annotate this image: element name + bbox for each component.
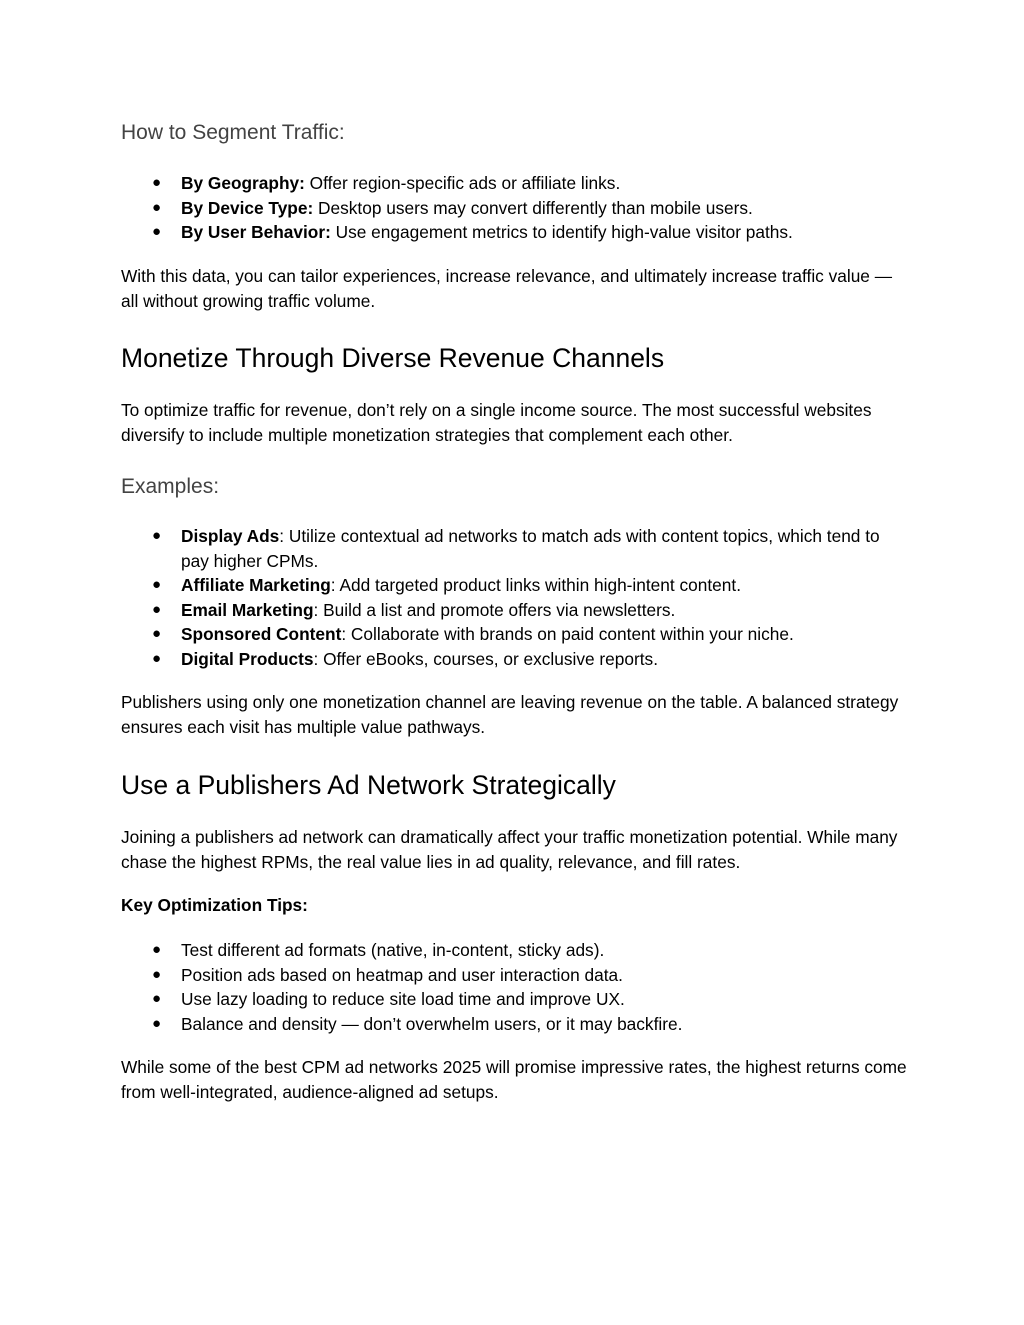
item-text: Position ads based on heatmap and user interaction data. — [181, 964, 623, 985]
segment-closing: With this data, you can tailor experiences, increase relevance, and ultimately increase traffic value — all without growing traffic volume. — [121, 266, 892, 311]
item-text: Balance and density — don’t overwhelm users, or it may backfire. — [181, 1013, 683, 1034]
monetize-closing: Publishers using only one monetization channel are leaving revenue on the table. A balanced strategy ensures each visit has multiple value pathways. — [121, 692, 899, 737]
bullet-icon: ● — [152, 1014, 162, 1032]
item-text: : Add targeted product links within high-intent content. — [330, 575, 741, 595]
monetize-intro: To optimize traffic for revenue, don’t rely on a single income source. The most successful websites diversify to include multiple monetization strategies that complement each other. — [121, 400, 872, 445]
item-label: Email Marketing — [181, 599, 314, 620]
item-text: Use engagement metrics to identify high-value visitor paths. — [330, 222, 793, 242]
bullet-icon: ● — [152, 990, 162, 1007]
bullet-icon: ● — [152, 174, 162, 191]
list-item — [121, 524, 881, 573]
bullet-icon: ● — [152, 625, 162, 642]
bullet-icon: ● — [152, 941, 162, 958]
list-item — [121, 647, 881, 672]
bullet-icon: ● — [152, 198, 162, 216]
bullet-icon: ● — [152, 576, 162, 593]
bullet-icon: ● — [152, 649, 162, 667]
item-label: By Geography: — [181, 173, 305, 193]
item-label: Affiliate Marketing — [181, 575, 331, 595]
examples-list — [121, 524, 911, 671]
list-item — [121, 598, 881, 623]
network-heading: Use a Publishers Ad Network Strategically — [121, 770, 616, 800]
bullet-icon: ● — [152, 527, 162, 544]
list-item — [121, 220, 881, 245]
item-label: Digital Products — [181, 648, 314, 669]
list-item — [121, 938, 881, 963]
list-item — [121, 196, 881, 221]
item-text: Offer region-specific ads or affiliate links. — [304, 173, 621, 193]
segment-heading: How to Segment Traffic: — [121, 121, 345, 144]
item-label: By Device Type: — [181, 197, 314, 218]
item-label: By User Behavior: — [181, 222, 331, 242]
network-closing: While some of the best CPM ad networks 2025 will promise impressive rates, the highest returns come from well-integrated, audience-aligned ad setups. — [121, 1057, 907, 1102]
bullet-icon: ● — [152, 965, 162, 983]
item-text: : Build a list and promote offers via newsletters. — [313, 599, 676, 620]
list-item — [121, 573, 881, 598]
list-item — [121, 1012, 881, 1037]
examples-heading: Examples: — [121, 475, 220, 498]
list-item — [121, 171, 881, 196]
network-intro: Joining a publishers ad network can dramatically affect your traffic monetization potential. While many chase the highest RPMs, the real value lies in ad quality, relevance, and fill rates. — [121, 827, 898, 872]
list-item — [121, 963, 881, 988]
bullet-icon: ● — [152, 223, 162, 240]
item-text: Test different ad formats (native, in-content, sticky ads). — [181, 940, 605, 960]
bullet-icon: ● — [152, 600, 162, 618]
tips-list — [121, 938, 911, 1036]
item-text: : Offer eBooks, courses, or exclusive reports. — [313, 648, 659, 669]
item-text: : Collaborate with brands on paid content within your niche. — [341, 624, 794, 644]
list-item — [121, 622, 881, 647]
list-item — [121, 987, 881, 1012]
segment-list — [121, 171, 911, 245]
item-text: Use lazy loading to reduce site load time and improve UX. — [181, 989, 625, 1009]
monetize-heading: Monetize Through Diverse Revenue Channels — [121, 343, 665, 373]
item-text: Desktop users may convert differently than mobile users. — [313, 197, 753, 218]
item-label: Display Ads — [181, 526, 280, 546]
tips-label: Key Optimization Tips: — [121, 895, 308, 915]
item-text: : Utilize contextual ad networks to match ads with content topics, which tend to pay higher CPMs. — [181, 526, 880, 571]
item-label: Sponsored Content — [181, 624, 342, 644]
